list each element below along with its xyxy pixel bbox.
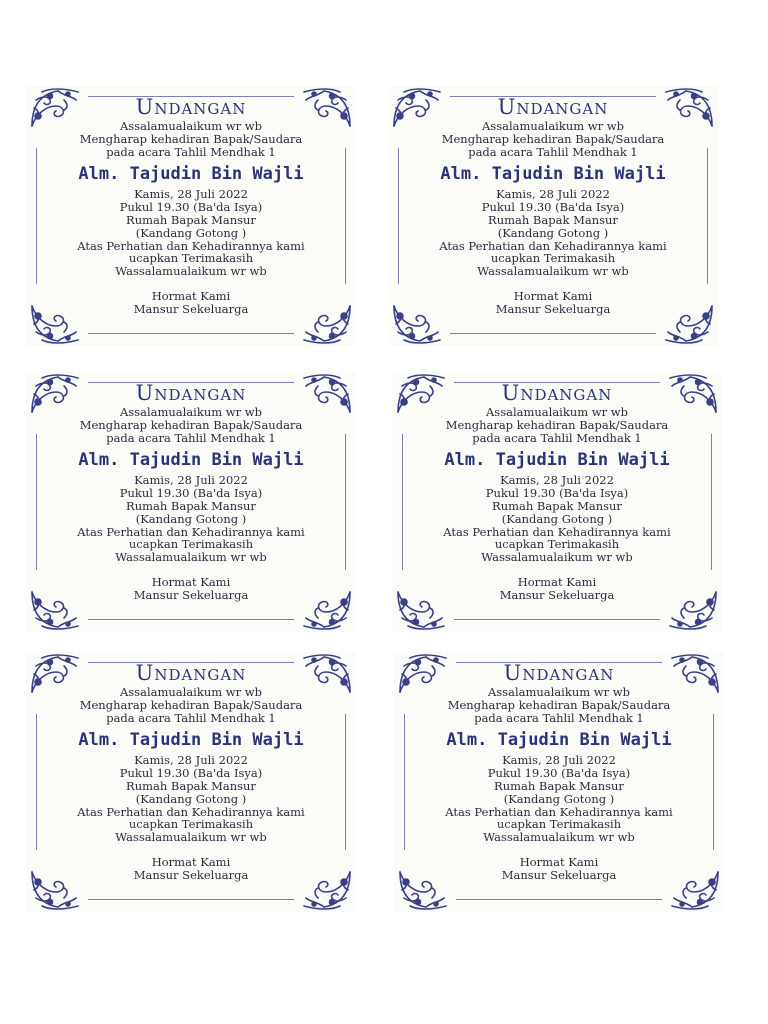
card-border-bottom: [454, 619, 660, 620]
event-venue-detail: (Kandang Gotong ): [497, 225, 609, 240]
deceased-name: Alm. Tajudin Bin Wajli: [78, 164, 304, 185]
request-line: Mengharap kehadiran Bapak/Saudara: [79, 131, 303, 146]
invitation-card: [26, 86, 356, 346]
invitation-card: [388, 86, 718, 346]
thanks-line: ucapkan Terimakasih: [128, 251, 254, 266]
regards: Hormat Kami: [513, 288, 593, 303]
greeting: Assalamualaikum wr wb: [481, 119, 624, 133]
regards: Hormat Kami: [151, 574, 231, 589]
regards: Hormat Kami: [151, 854, 231, 869]
thanks-line: Atas Perhatian dan Kehadirannya kami: [439, 238, 667, 253]
request-line: Mengharap kehadiran Bapak/Saudara: [79, 417, 303, 432]
event-date: Kamis, 28 Juli 2022: [134, 187, 248, 202]
deceased-name: Alm. Tajudin Bin Wajli: [444, 450, 670, 471]
closing-greeting: Wassalamualaikum wr wb: [481, 550, 633, 565]
thanks-line: ucapkan Terimakasih: [494, 537, 620, 552]
regards: Hormat Kami: [517, 574, 597, 589]
greeting: Assalamualaikum wr wb: [119, 685, 262, 699]
event-venue: Rumah Bapak Mansur: [126, 498, 256, 513]
closing-greeting: Wassalamualaikum wr wb: [115, 264, 267, 279]
invitation-card: [394, 652, 724, 912]
sender: Mansur Sekeluarga: [501, 867, 617, 882]
thanks-line: ucapkan Terimakasih: [496, 817, 622, 832]
sender: Mansur Sekeluarga: [499, 587, 615, 602]
event-line: pada acara Tahlil Mendhak 1: [468, 144, 638, 159]
thanks-line: ucapkan Terimakasih: [128, 817, 254, 832]
event-date: Kamis, 28 Juli 2022: [134, 473, 248, 488]
card-border-bottom: [88, 333, 294, 334]
event-venue: Rumah Bapak Mansur: [126, 212, 256, 227]
card-border-bottom: [456, 899, 662, 900]
event-time: Pukul 19.30 (Ba'da Isya): [485, 486, 629, 501]
event-venue-detail: (Kandang Gotong ): [135, 511, 247, 526]
request-line: Mengharap kehadiran Bapak/Saudara: [79, 697, 303, 712]
card-content: [26, 94, 356, 316]
closing-greeting: Wassalamualaikum wr wb: [115, 830, 267, 845]
thanks-line: Atas Perhatian dan Kehadirannya kami: [77, 238, 305, 253]
event-time: Pukul 19.30 (Ba'da Isya): [119, 766, 263, 781]
event-venue: Rumah Bapak Mansur: [126, 778, 256, 793]
sender: Mansur Sekeluarga: [133, 587, 249, 602]
regards: Hormat Kami: [151, 288, 231, 303]
event-date: Kamis, 28 Juli 2022: [496, 187, 610, 202]
invitation-title: Undangan: [501, 381, 613, 405]
event-line: pada acara Tahlil Mendhak 1: [474, 710, 644, 725]
sender: Mansur Sekeluarga: [133, 301, 249, 316]
invitation-card: [26, 372, 356, 632]
invitation-card: [26, 652, 356, 912]
sender: Mansur Sekeluarga: [133, 867, 249, 882]
thanks-line: Atas Perhatian dan Kehadirannya kami: [77, 524, 305, 539]
event-venue: Rumah Bapak Mansur: [492, 498, 622, 513]
card-border-bottom: [88, 619, 294, 620]
sender: Mansur Sekeluarga: [495, 301, 611, 316]
event-line: pada acara Tahlil Mendhak 1: [106, 144, 276, 159]
event-venue-detail: (Kandang Gotong ): [503, 791, 615, 806]
request-line: Mengharap kehadiran Bapak/Saudara: [447, 697, 671, 712]
thanks-line: Atas Perhatian dan Kehadirannya kami: [445, 804, 673, 819]
invitation-title: Undangan: [135, 661, 247, 685]
deceased-name: Alm. Tajudin Bin Wajli: [78, 730, 304, 751]
card-content: [26, 660, 356, 882]
greeting: Assalamualaikum wr wb: [487, 685, 630, 699]
invitation-title: Undangan: [135, 95, 247, 119]
invitation-title: Undangan: [135, 381, 247, 405]
invitation-card: [392, 372, 722, 632]
thanks-line: ucapkan Terimakasih: [490, 251, 616, 266]
greeting: Assalamualaikum wr wb: [119, 119, 262, 133]
card-content: [388, 94, 718, 316]
event-venue-detail: (Kandang Gotong ): [135, 225, 247, 240]
card-content: [394, 660, 724, 882]
event-time: Pukul 19.30 (Ba'da Isya): [119, 200, 263, 215]
card-content: [392, 380, 722, 602]
invitation-title: Undangan: [503, 661, 615, 685]
request-line: Mengharap kehadiran Bapak/Saudara: [441, 131, 665, 146]
event-line: pada acara Tahlil Mendhak 1: [106, 430, 276, 445]
event-date: Kamis, 28 Juli 2022: [500, 473, 614, 488]
closing-greeting: Wassalamualaikum wr wb: [115, 550, 267, 565]
closing-greeting: Wassalamualaikum wr wb: [477, 264, 629, 279]
event-line: pada acara Tahlil Mendhak 1: [106, 710, 276, 725]
event-date: Kamis, 28 Juli 2022: [134, 753, 248, 768]
card-border-bottom: [88, 899, 294, 900]
request-line: Mengharap kehadiran Bapak/Saudara: [445, 417, 669, 432]
thanks-line: Atas Perhatian dan Kehadirannya kami: [443, 524, 671, 539]
greeting: Assalamualaikum wr wb: [485, 405, 628, 419]
event-time: Pukul 19.30 (Ba'da Isya): [481, 200, 625, 215]
greeting: Assalamualaikum wr wb: [119, 405, 262, 419]
card-content: [26, 380, 356, 602]
event-venue: Rumah Bapak Mansur: [488, 212, 618, 227]
event-venue-detail: (Kandang Gotong ): [135, 791, 247, 806]
closing-greeting: Wassalamualaikum wr wb: [483, 830, 635, 845]
invitation-title: Undangan: [497, 95, 609, 119]
event-venue-detail: (Kandang Gotong ): [501, 511, 613, 526]
thanks-line: ucapkan Terimakasih: [128, 537, 254, 552]
regards: Hormat Kami: [519, 854, 599, 869]
event-date: Kamis, 28 Juli 2022: [502, 753, 616, 768]
deceased-name: Alm. Tajudin Bin Wajli: [446, 730, 672, 751]
card-border-bottom: [450, 333, 656, 334]
event-line: pada acara Tahlil Mendhak 1: [472, 430, 642, 445]
deceased-name: Alm. Tajudin Bin Wajli: [78, 450, 304, 471]
thanks-line: Atas Perhatian dan Kehadirannya kami: [77, 804, 305, 819]
event-time: Pukul 19.30 (Ba'da Isya): [487, 766, 631, 781]
deceased-name: Alm. Tajudin Bin Wajli: [440, 164, 666, 185]
event-time: Pukul 19.30 (Ba'da Isya): [119, 486, 263, 501]
event-venue: Rumah Bapak Mansur: [494, 778, 624, 793]
